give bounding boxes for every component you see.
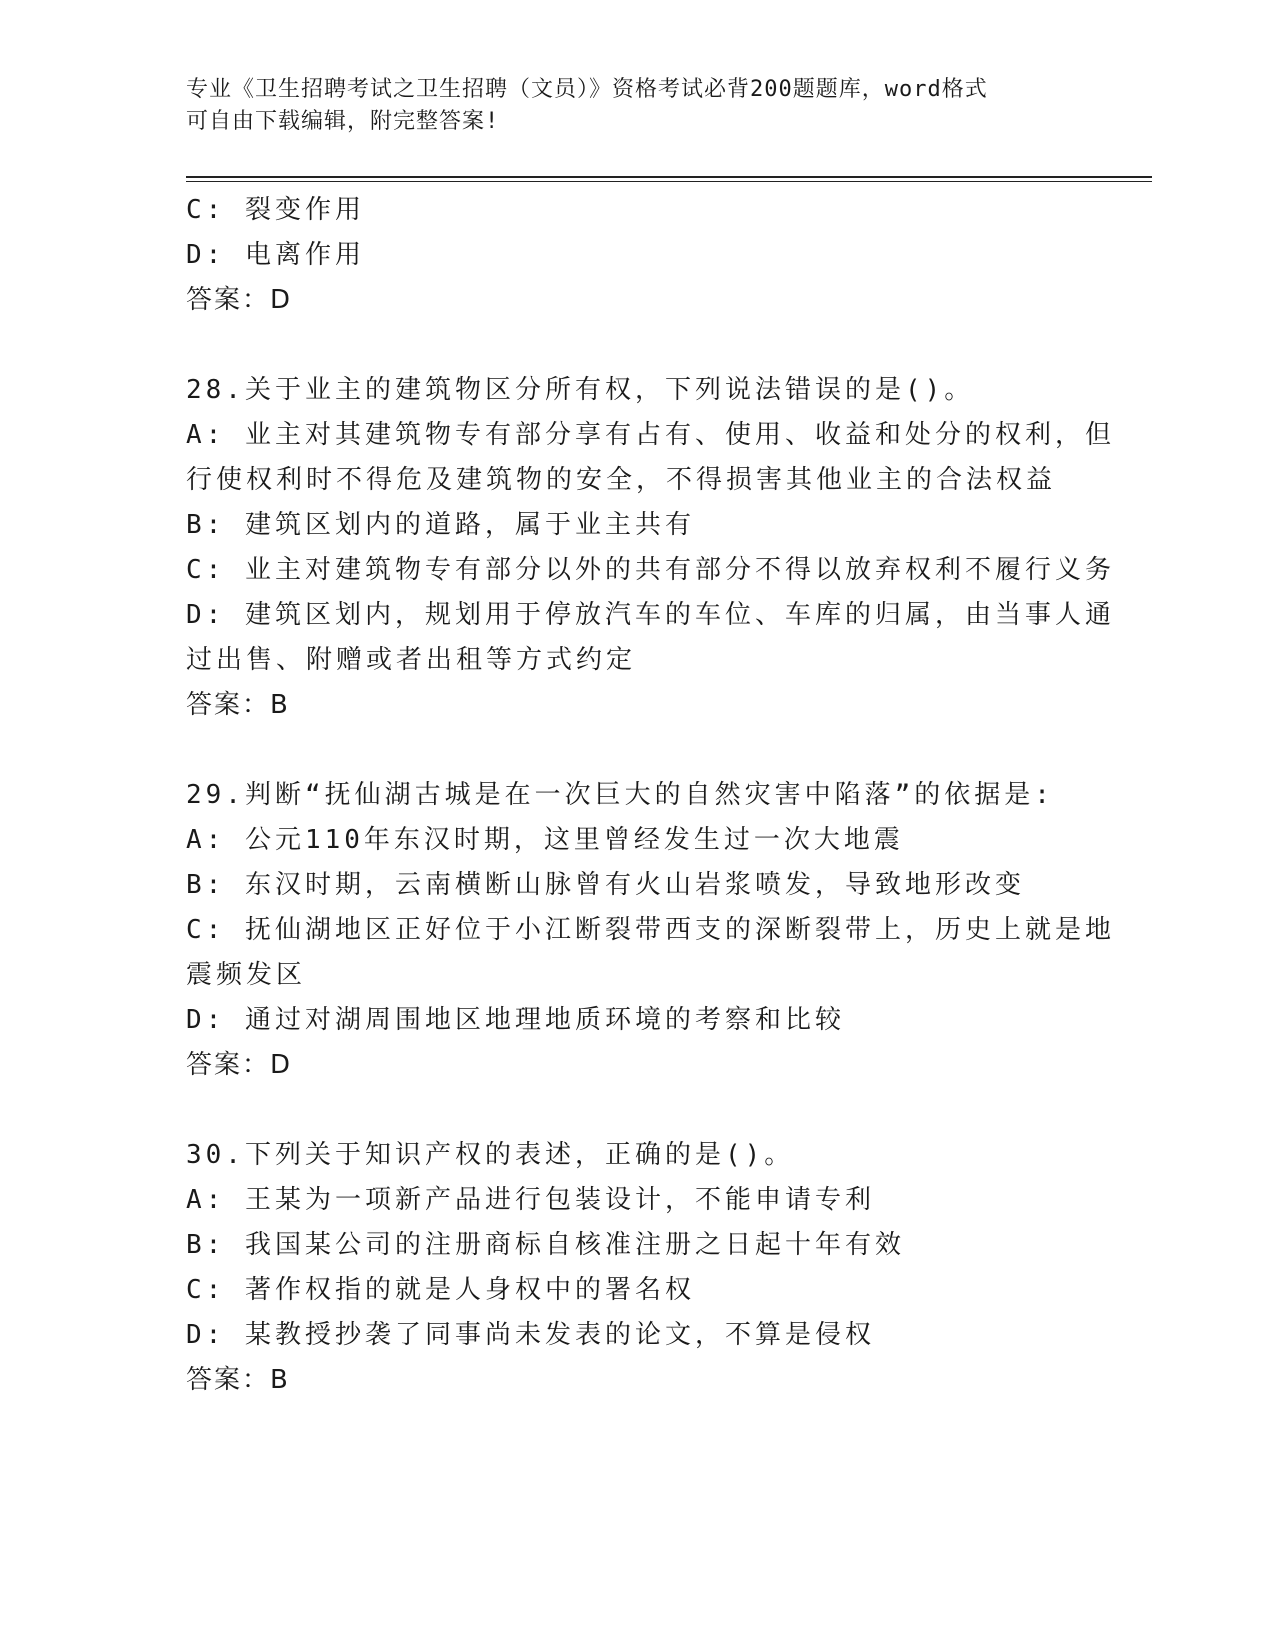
option-d-continued: 过出售、附赠或者出租等方式约定 bbox=[186, 645, 637, 675]
question-30 bbox=[186, 1133, 1086, 1403]
question-list bbox=[186, 188, 1115, 1403]
question-27 bbox=[186, 188, 1086, 323]
option-c: C: 业主对建筑物专有部分以外的共有部分不得以放弃权利不履行义务 bbox=[186, 555, 1115, 585]
option-d: D: 某教授抄袭了同事尚未发表的论文，不算是侵权 bbox=[186, 1320, 875, 1350]
question-stem: 30.下列关于知识产权的表述，正确的是()。 bbox=[186, 1140, 795, 1170]
option-a: A: 公元110年东汉时期，这里曾经发生过一次大地震 bbox=[186, 825, 904, 855]
header-line-2: 可自由下载编辑，附完整答案! bbox=[186, 109, 500, 134]
option-a: A: 王某为一项新产品进行包装设计，不能申请专利 bbox=[186, 1185, 875, 1215]
option-c: C: 裂变作用 bbox=[186, 195, 365, 225]
option-c: C: 著作权指的就是人身权中的署名权 bbox=[186, 1275, 695, 1305]
option-c: C: 抚仙湖地区正好位于小江断裂带西支的深断裂带上，历史上就是地 bbox=[186, 915, 1115, 945]
option-b: B: 建筑区划内的道路，属于业主共有 bbox=[186, 510, 695, 540]
header-line-1: 专业《卫生招聘考试之卫生招聘（文员）》资格考试必背200题题库，word格式 bbox=[186, 77, 988, 102]
option-a: A: 业主对其建筑物专有部分享有占有、使用、收益和处分的权利，但 bbox=[186, 420, 1115, 450]
question-stem: 29.判断“抚仙湖古城是在一次巨大的自然灾害中陷落”的依据是: bbox=[186, 780, 1054, 810]
question-28 bbox=[186, 368, 1115, 728]
option-b: B: 东汉时期，云南横断山脉曾有火山岩浆喷发，导致地形改变 bbox=[186, 870, 1025, 900]
option-d: D: 电离作用 bbox=[186, 240, 365, 270]
option-d: D: 通过对湖周围地区地理地质环境的考察和比较 bbox=[186, 1005, 845, 1035]
answer: 答案：B bbox=[186, 1365, 290, 1395]
option-b: B: 我国某公司的注册商标自核准注册之日起十年有效 bbox=[186, 1230, 905, 1260]
page-header bbox=[186, 74, 1066, 138]
header-rule-thick bbox=[186, 176, 1152, 178]
answer: 答案：D bbox=[186, 1050, 293, 1080]
question-stem: 28.关于业主的建筑物区分所有权，下列说法错误的是()。 bbox=[186, 375, 975, 405]
header-rule-thin bbox=[186, 181, 1152, 182]
question-29 bbox=[186, 773, 1115, 1088]
option-d: D: 建筑区划内，规划用于停放汽车的车位、车库的归属，由当事人通 bbox=[186, 600, 1115, 630]
answer: 答案：B bbox=[186, 690, 290, 720]
answer: 答案：D bbox=[186, 285, 293, 315]
option-a-continued: 行使权利时不得危及建筑物的安全，不得损害其他业主的合法权益 bbox=[186, 465, 1057, 495]
option-c-continued: 震频发区 bbox=[186, 960, 307, 990]
